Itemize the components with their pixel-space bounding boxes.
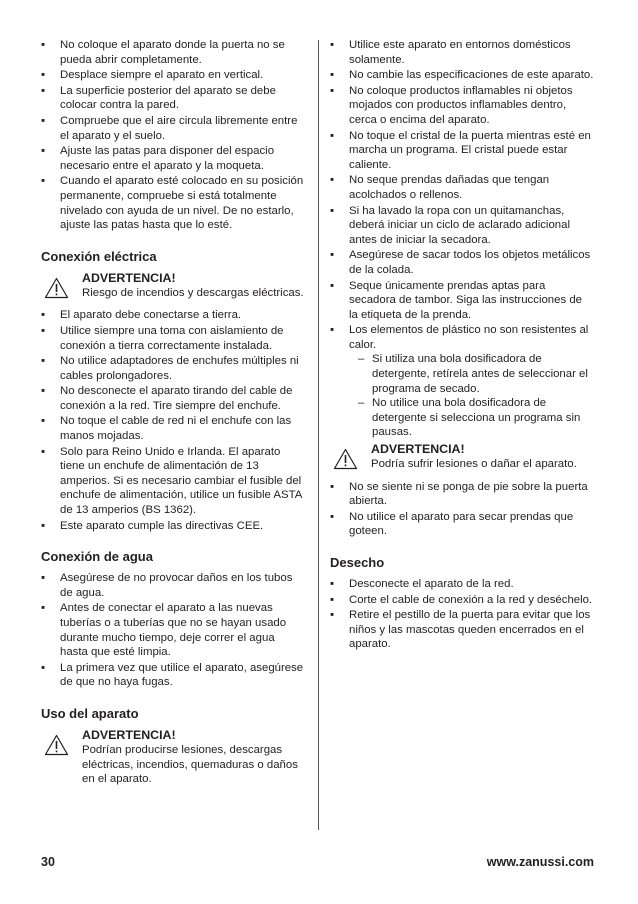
list-item [330,84,594,128]
list-item-text: Solo para Reino Unido e Irlanda. El aparato tiene un enchufe de alimentación de 13 amperios. Si es necesario cambiar el fusible del enchufe de alimentación, utilice un fusible ASTA de 13 amperios (BS 1362). [60,445,302,517]
list-item-text: Antes de conectar el aparato a las nuevas tuberías o a tuberías que no se hayan usado durante mucho tiempo, deje correr el agua hasta que esté limpia. [60,602,287,659]
sub-list-item [349,352,594,396]
bullet-glyph: ▪ [41,572,46,585]
bullet-glyph: ▪ [41,602,46,615]
bullet-glyph: ▪ [330,129,335,142]
list-item-text: Asegúrese de sacar todos los objetos metálicos de la colada. [349,249,591,276]
safety-bullet-list [330,38,594,440]
bullet-glyph: ▪ [41,661,46,674]
bullet-glyph: ▪ [330,69,335,82]
list-item-text: Utilice este aparato en entornos domésticos solamente. [349,39,571,66]
warning-title: ADVERTENCIA! [371,442,465,457]
list-item [330,68,594,83]
bullet-glyph: ▪ [41,324,46,337]
disposal-heading: Desecho [330,555,385,570]
list-item-text: Seque únicamente prendas aptas para secadora de tambor. Siga las instrucciones de la etiqueta de la prenda. [349,279,583,321]
list-item [41,354,305,383]
list-item [330,173,594,202]
intro-bullet-list [41,38,305,233]
list-item [330,204,594,248]
bullet-glyph: ▪ [41,69,46,82]
list-item-text: La superficie posterior del aparato se debe colocar contra la pared. [60,84,276,112]
warning-triangle-icon [44,734,69,756]
bullet-glyph: ▪ [330,279,335,292]
list-item-text: Los elementos de plástico no son resistentes al calor. [349,324,589,351]
bullet-glyph: ▪ [41,145,46,158]
list-item-text: No cambie las especificaciones de este aparato. [349,69,594,82]
right-column [330,38,594,653]
bullet-glyph: ▪ [330,204,335,217]
sub-list-item [349,396,594,440]
list-item [330,480,594,509]
list-item-text: No coloque productos inflamables ni objetos mojados con productos inflamables dentro, cerca o encima del aparato. [349,84,573,126]
list-item-text: No seque prendas dañadas que tengan acolchados o rellenos. [349,174,550,201]
website-url: www.zanussi.com [486,855,594,869]
list-item [41,144,305,173]
bullet-glyph: ▪ [330,480,335,493]
bullet-glyph: ▪ [330,510,335,523]
bullet-glyph: ▪ [330,174,335,187]
list-item-text: No toque el cristal de la puerta mientras esté en marcha un programa. El cristal puede estar caliente. [349,129,591,171]
bullet-glyph: ▪ [330,609,335,622]
disposal-bullet-list [330,577,594,652]
bullet-glyph: ▪ [41,385,46,398]
water-connection-heading: Conexión de agua [41,549,153,565]
warning-triangle-icon [44,277,69,299]
warning-text: Riesgo de incendios y descargas eléctricas. [82,286,304,299]
bullet-glyph: ▪ [41,445,46,458]
column-divider [318,40,319,830]
list-item [330,577,594,592]
list-item [330,38,594,67]
list-item [41,308,305,323]
list-item [330,323,594,440]
dash-glyph: – [358,353,365,366]
list-item [41,68,305,83]
list-item-text: Desconecte el aparato de la red. [349,578,514,590]
warning-text: Podrían producirse lesiones, descargas eléctricas, incendios, quemaduras o daños en el aparato. [82,743,298,786]
list-item [330,129,594,173]
left-column [41,38,305,795]
dash-glyph: – [358,397,365,410]
list-item [330,593,594,608]
list-item-text: Si ha lavado la ropa con un quitamanchas, deberá iniciar un ciclo de aclarado adicional antes de iniciar la secadora. [349,204,570,246]
bullet-glyph: ▪ [330,578,335,590]
list-item-text: Cuando el aparato esté colocado en su posición permanente, compruebe si está totalmente nivelado con ayuda de un nivel. De no estarlo, ajuste las patas hasta que lo esté. [60,175,304,232]
sub-list-item-text: Si utiliza una bola dosificadora de detergente, retírela antes de seleccionar el programa de secado. [372,353,588,395]
list-item-text: No coloque el aparato donde la puerta no se pueda abrir completamente. [60,39,285,66]
list-item-text: Compruebe que el aire circula libremente entre el aparato y el suelo. [60,114,298,142]
electrical-connection-heading: Conexión eléctrica [41,248,157,264]
list-item [41,445,305,518]
list-item [41,519,305,534]
bullet-glyph: ▪ [330,324,335,337]
list-item [41,661,305,690]
list-item [41,114,305,143]
sub-list-item-text: No utilice una bola dosificadora de detergente si selecciona un programa sin pausas. [372,397,581,439]
list-item [41,324,305,353]
plastic-sub-list [349,352,594,440]
list-item [330,248,594,277]
bullet-glyph: ▪ [330,249,335,262]
list-item [41,601,305,659]
warning-triangle-icon [333,448,358,470]
bullet-glyph: ▪ [41,114,46,127]
list-item-text: Utilice siempre una toma con aislamiento de conexión a tierra correctamente instalada. [60,324,284,352]
bullet-glyph: ▪ [330,39,335,51]
injury-warning-box [330,442,594,472]
list-item [41,38,305,67]
list-item-text: Este aparato cumple las directivas CEE. [60,519,264,532]
list-item [41,384,305,413]
warning-title: ADVERTENCIA! [82,727,176,742]
warning-text: Podría sufrir lesiones o dañar el aparato. [371,458,577,471]
bullet-glyph: ▪ [330,84,335,97]
door-bullet-list [330,480,594,539]
bullet-glyph: ▪ [41,355,46,368]
list-item-text: No utilice adaptadores de enchufes múltiples ni cables prolongadores. [60,355,299,382]
list-item [41,571,305,600]
bullet-glyph: ▪ [41,309,46,322]
bullet-glyph: ▪ [41,415,46,428]
bullet-glyph: ▪ [41,39,46,51]
list-item [330,608,594,652]
bullet-glyph: ▪ [41,175,46,188]
list-item [330,279,594,323]
list-item-text: Asegúrese de no provocar daños en los tubos de agua. [60,572,293,599]
list-item [330,510,594,539]
list-item [41,414,305,443]
list-item-text: No toque el cable de red ni el enchufe con las manos mojadas. [60,415,292,443]
warning-title: ADVERTENCIA! [82,270,176,285]
list-item-text: El aparato debe conectarse a tierra. [60,309,242,322]
list-item-text: Ajuste las patas para disponer del espacio necesario entre el aparato y la moqueta. [60,145,275,172]
page-number: 30 [41,855,55,869]
list-item-text: No se siente ni se ponga de pie sobre la puerta abierta. [349,480,588,508]
list-item [41,84,305,113]
list-item-text: Retire el pestillo de la puerta para evitar que los niños y las mascotas queden encerrados en el aparato. [349,609,591,651]
electrical-warning-box [41,271,305,301]
bullet-glyph: ▪ [41,519,46,532]
bullet-glyph: ▪ [41,84,46,97]
list-item-text: Desplace siempre el aparato en vertical. [60,69,264,82]
list-item-text: Corte el cable de conexión a la red y deséchelo. [349,593,593,606]
use-warning-box [41,728,305,787]
list-item-text: No utilice el aparato para secar prendas que goteen. [349,510,574,538]
list-item-text: La primera vez que utilice el aparato, asegúrese de que no haya fugas. [60,661,304,689]
list-item [41,174,305,232]
bullet-glyph: ▪ [330,593,335,606]
appliance-use-heading: Uso del aparato [41,705,139,721]
electrical-bullet-list [41,308,305,533]
water-bullet-list [41,571,305,690]
list-item-text: No desconecte el aparato tirando del cable de conexión a la red. Tire siempre del enchufe. [60,385,293,412]
